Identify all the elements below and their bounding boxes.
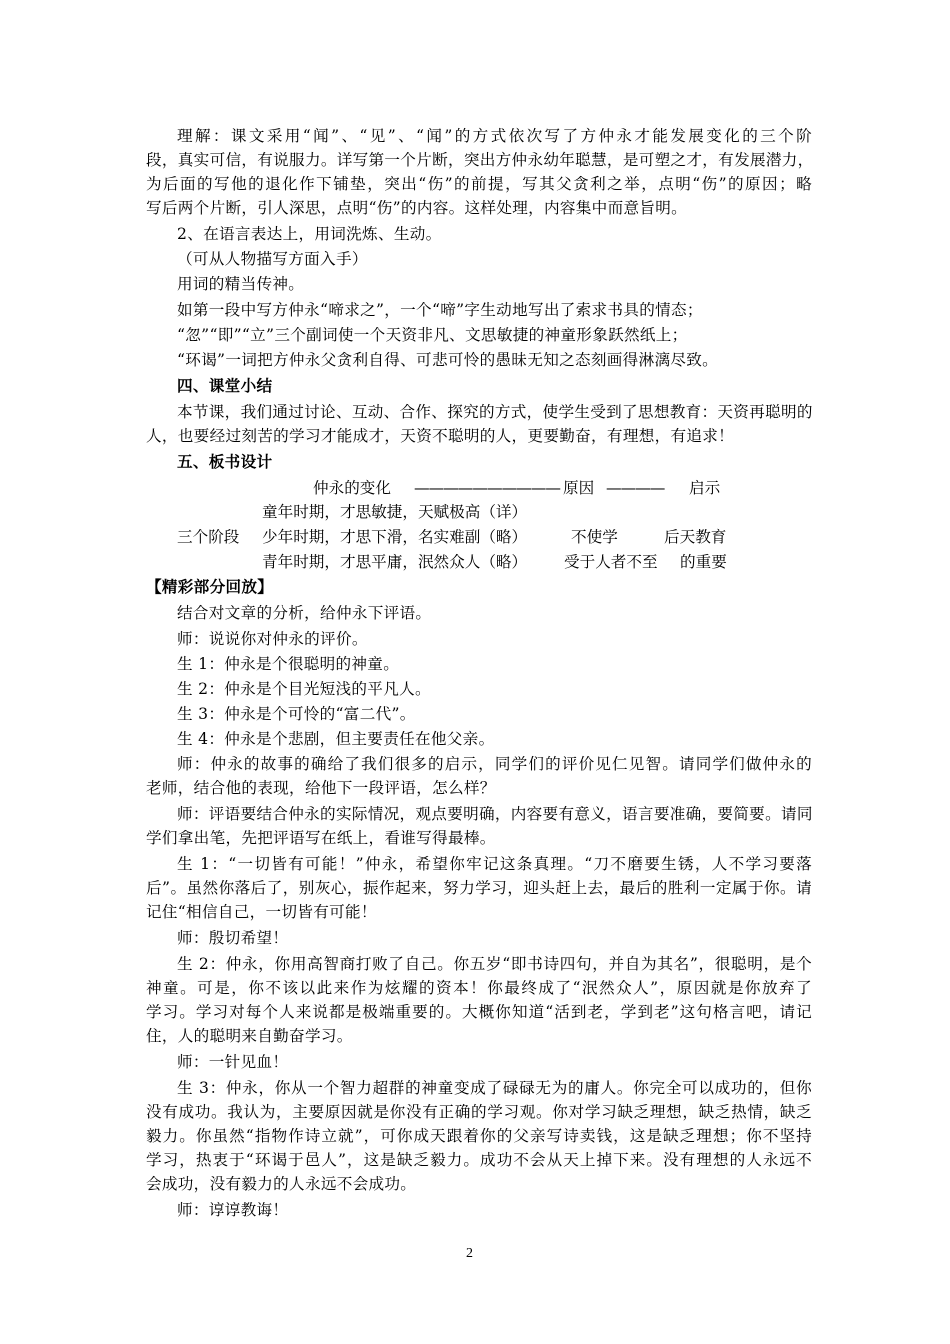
replay-line: 师：殷切希望！ <box>177 929 289 947</box>
replay-line: 学习。学习对每个人来说都是极端重要的。大概你知道“活到老，学到老”这句格言吧，请记 <box>146 1003 812 1021</box>
board-header-cause: 原因 <box>563 479 595 497</box>
paragraph-line: “忽”“即”“立”三个副词使一个天资非凡、文思敏捷的神童形象跃然纸上； <box>177 326 688 344</box>
replay-line: 记住“相信自己，一切皆有可能！ <box>146 903 377 921</box>
board-row-youth: 少年时期，才思下滑，名实难副（略） <box>262 528 528 546</box>
board-cause-2: 受于人者不至 <box>564 553 658 571</box>
board-header-dash: ———— <box>606 479 665 497</box>
replay-line: 住，人的聪明来自勤奋学习。 <box>146 1027 353 1045</box>
replay-line: 会成功，没有毅力的人永远不会成功。 <box>146 1175 417 1193</box>
replay-line: 结合对文章的分析，给仲永下评语。 <box>177 604 432 622</box>
replay-line: 毅力。你虽然“指物作诗立就”，可你成天跟着你的父亲写诗卖钱，这是缺乏理想；你不坚持 <box>146 1127 812 1145</box>
board-insight-1: 后天教育 <box>664 528 727 546</box>
board-row-childhood: 童年时期，才思敏捷，天赋极高（详） <box>262 503 528 521</box>
board-cause-1: 不使学 <box>571 528 618 546</box>
replay-line: 学习，热衷于“环谒于邑人”，这是缺乏毅力。成功不会从天上掉下来。没有理想的人永远不 <box>146 1151 812 1169</box>
section-heading: 五、板书设计 <box>177 453 273 471</box>
board-header-insight: 启示 <box>689 479 721 497</box>
replay-heading: 【精彩部分回放】 <box>146 578 274 596</box>
replay-line: 生 2：仲永是个目光短浅的平凡人。 <box>177 680 431 698</box>
paragraph-line: 段，真实可信，有说服力。详写第一个片断，突出方仲永幼年聪慧，是可塑之才，有发展潜力， <box>146 151 814 169</box>
replay-line: 生 2：仲永，你用高智商打败了自己。你五岁“即书诗四句，并自为其名”，很聪明，是个 <box>177 955 812 973</box>
section-heading: 四、课堂小结 <box>177 377 273 395</box>
replay-line: 生 4：仲永是个悲剧，但主要责任在他父亲。 <box>177 730 495 748</box>
replay-line: 师：说说你对仲永的评价。 <box>177 630 368 648</box>
replay-line: 生 1：仲永是个很聪明的神童。 <box>177 655 400 673</box>
board-row-adulthood: 青年时期，才思平庸，泯然众人（略） <box>262 553 528 571</box>
replay-line: 师：一针见血！ <box>177 1053 289 1071</box>
paragraph-line: 人，也要经过刻苦的学习才能成才，天资不聪明的人，更要勤奋，有理想，有追求！ <box>146 427 735 445</box>
board-header-dash: —————————— <box>414 479 560 497</box>
replay-line: 生 3：仲永，你从一个智力超群的神童变成了碌碌无为的庸人。你完全可以成功的，但你 <box>177 1079 812 1097</box>
paragraph-line: 本节课，我们通过讨论、互动、合作、探究的方式，使学生受到了思想教育：天资再聪明的 <box>177 403 813 421</box>
replay-line: 师：评语要结合仲永的实际情况，观点要明确，内容要有意义，语言要准确，要简要。请同 <box>177 805 813 823</box>
board-insight-2: 的重要 <box>680 553 727 571</box>
paragraph-line: 理解：课文采用“闻”、“见”、“闻”的方式依次写了方仲永才能发展变化的三个阶 <box>177 127 812 145</box>
board-header-change: 仲永的变化 <box>313 479 391 497</box>
paragraph-line: 2、在语言表达上，用词洗炼、生动。 <box>177 225 442 243</box>
replay-line: 神童。可是，你不该以此来作为炫耀的资本！你最终成了“泯然众人”，原因就是你放弃了 <box>146 979 812 997</box>
paragraph-line: 如第一段中写方仲永“啼求之”，一个“啼”字生动地写出了索求书具的情态； <box>177 301 703 319</box>
replay-line: 师：谆谆教诲！ <box>177 1201 289 1219</box>
paragraph-line: 用词的精当传神。 <box>177 275 305 293</box>
paragraph-line: （可从人物描写方面入手） <box>177 250 368 268</box>
replay-line: 生 3：仲永是个可怜的“富二代”。 <box>177 705 416 723</box>
replay-line: 后”。虽然你落后了，别灰心，振作起来，努力学习，迎头赶上去，最后的胜利一定属于你。请 <box>146 879 812 897</box>
paragraph-line: “环谒”一词把方仲永父贪利自得、可悲可怜的愚昧无知之态刻画得淋漓尽致。 <box>177 351 719 369</box>
paragraph-line: 写后两个片断，引人深思，点明“伤”的内容。这样处理，内容集中而意旨明。 <box>146 199 688 217</box>
replay-line: 学们拿出笔，先把评语写在纸上，看谁写得最棒。 <box>146 829 496 847</box>
replay-line: 生 1：“一切皆有可能！”仲永，希望你牢记这条真理。“刀不磨要生锈，人不学习要落 <box>177 855 812 873</box>
replay-line: 老师，结合他的表现，给他下一段评语，怎么样？ <box>146 779 496 797</box>
replay-line: 没有成功。我认为，主要原因就是你没有正确的学习观。你对学习缺乏理想，缺乏热情，缺乏 <box>146 1103 812 1121</box>
replay-line: 师：仲永的故事的确给了我们很多的启示，同学们的评价见仁见智。请同学们做仲永的 <box>177 755 812 773</box>
page-number: 2 <box>466 1246 473 1261</box>
paragraph-line: 为后面的写他的退化作下铺垫，突出“伤”的前提，写其父贪利之举，点明“伤”的原因；略 <box>146 175 812 193</box>
board-stage-label: 三个阶段 <box>177 528 240 546</box>
